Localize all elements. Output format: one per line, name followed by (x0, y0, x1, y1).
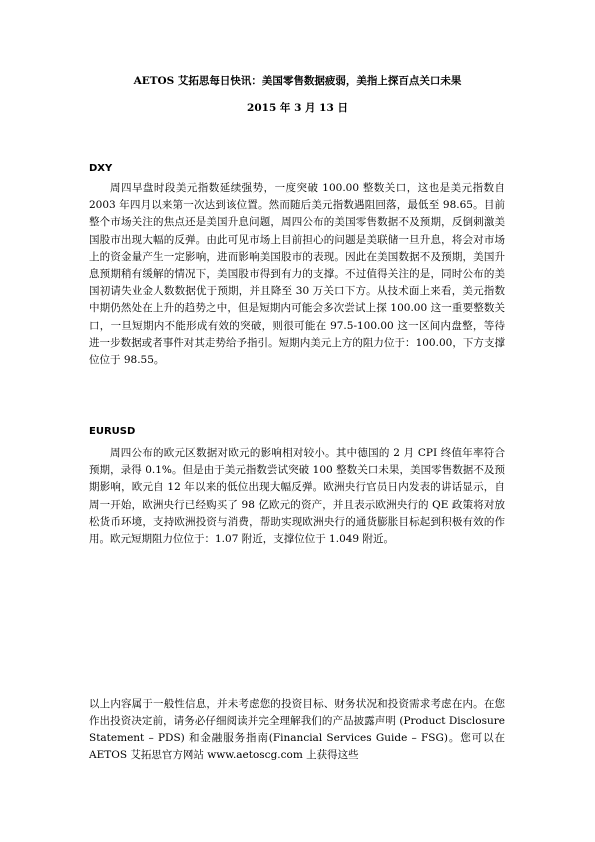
disclaimer-text: 以上内容属于一般性信息，并未考虑您的投资目标、财务状况和投资需求考虑在内。在您作出投资决定前，请务必仔细阅读并完全理解我们的产品披露声明 (Product Disclosure Statement – PDS) 和金融服务指南(Financial Services Guide – FSG)。您可以在 AETOS 艾拓思官方网站 www.aetoscg.com 上获得这些 (89, 698, 505, 761)
section-body-eurusd: 周四公布的欧元区数据对欧元的影响相对较小。其中德国的 2 月 CPI 终值年率符合预期，录得 0.1%。但是由于美元指数尝试突破 100 整数关口未果，美国零售数据不及预期影响，欧元自 12 年以来的低位出现大幅反弹。欧洲央行官员日内发表的讲话显示，自周一开始，欧洲央行已经购买了 98 亿欧元的资产，并且表示欧洲央行的 QE 政策将对放松货币环境，支持欧洲投资与消费，帮助实现欧洲央行的通货膨胀目标起到积极有效的作用。欧元短期阻力位位于：1.07 附近，支撑位位于 1.049 附近。 (89, 447, 505, 546)
section-body-dxy: 周四早盘时段美元指数延续强势，一度突破 100.00 整数关口，这也是美元指数自 2003 年四月以来第一次达到该位置。然而随后美元指数遇阻回落，最低至 98.65。目前整个市场关注的焦点还是美国升息问题，周四公布的美国零售数据不及预期，反倒刺激美国股市出现大幅的反弹。由此可见市场上目前担心的问题是美联储一旦升息，将会对市场上的资金量产生一定影响，进而影响美国股市的表现。因此在美国数据不及预期，美国升息预期稍有缓解的情况下，美国股市得到有力的支撑。不过值得关注的是，同时公布的美国初请失业金人数数据优于预期，并且降至 30 万关口下方。从技术面上来看，美元指数中期仍然处在上升的趋势之中，但是短期内可能会多次尝试上探 100.00 这一重要整数关口，一旦短期内不能形成有效的突破，则很可能在 97.5-100.00 这一区间内盘整，等待进一步数据或者事件对其走势给予指引。短期内美元上方的阻力位于：100.00，下方支撑位位于 98.55。 (89, 182, 505, 367)
document-date: 2015 年 3 月 13 日 (247, 102, 348, 114)
section-heading-dxy: DXY (89, 163, 113, 174)
document-title: AETOS 艾拓思每日快讯：美国零售数据疲弱，美指上探百点关口未果 (133, 75, 462, 87)
section-heading-eurusd: EURUSD (89, 426, 136, 437)
